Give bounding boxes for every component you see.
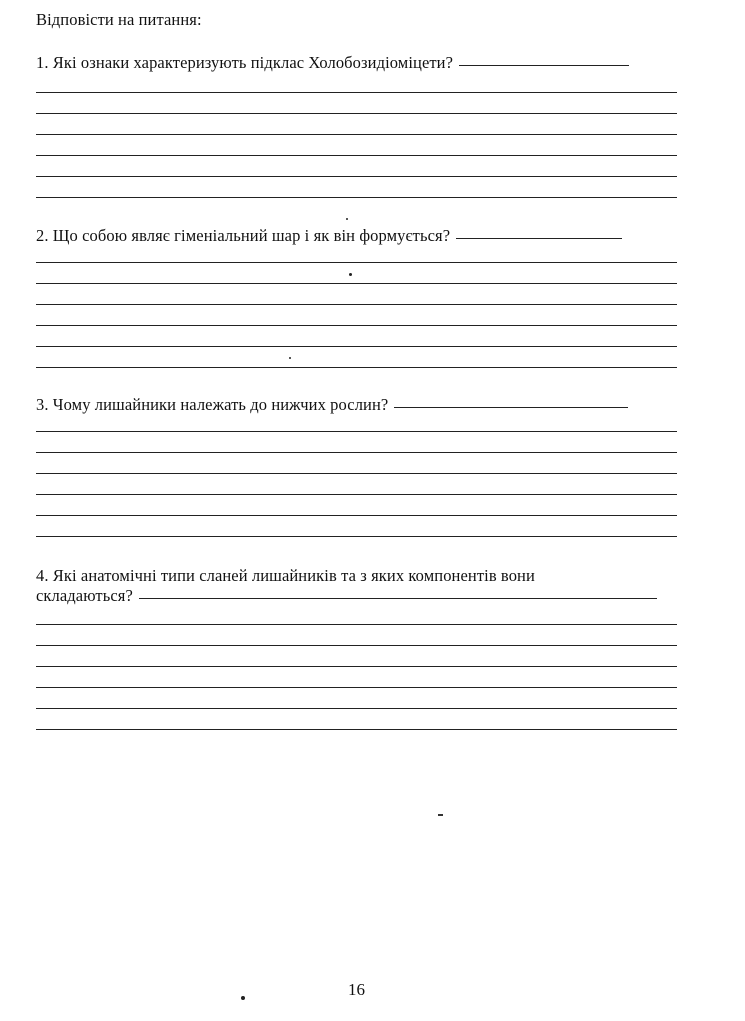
page-number: 16 [348,980,365,999]
scan-speck [289,357,291,359]
question-4-text-line-1: 4. Які анатомічні типи сланей лишайників та з яких компонентів вони [36,566,535,585]
question-4-inline-blank[interactable] [139,597,657,599]
question-3-answer-line[interactable] [36,473,677,474]
question-4-line-1 [36,566,535,586]
scan-speck [438,814,443,816]
question-2-inline-blank[interactable] [456,237,622,239]
question-1-answer-line[interactable] [36,197,677,198]
question-2-answer-line[interactable] [36,283,677,284]
question-3-answer-line[interactable] [36,536,677,537]
question-1-answer-line[interactable] [36,176,677,177]
question-2-text: 2. Що собою являє гіменіальний шар і як він формується? [36,226,451,245]
question-2-answer-line[interactable] [36,325,677,326]
question-1-text: 1. Які ознаки характеризують підклас Холобозидіоміцети? [36,53,454,72]
question-2-answer-line[interactable] [36,346,677,347]
question-3-text: 3. Чому лишайники належать до нижчих рослин? [36,395,389,414]
question-2-answer-line[interactable] [36,367,677,368]
scan-speck [349,273,352,276]
question-2 [36,226,622,246]
question-4-answer-line[interactable] [36,624,677,625]
question-1-inline-blank[interactable] [459,64,629,66]
question-3-answer-line[interactable] [36,452,677,453]
question-4-answer-line[interactable] [36,666,677,667]
question-3 [36,395,628,415]
question-3-inline-blank[interactable] [394,406,628,408]
scan-speck [241,996,245,1000]
question-4-answer-line[interactable] [36,729,677,730]
question-1-answer-line[interactable] [36,155,677,156]
question-1-answer-line[interactable] [36,113,677,114]
question-4-answer-line[interactable] [36,645,677,646]
question-4-answer-line[interactable] [36,687,677,688]
question-1-answer-line[interactable] [36,134,677,135]
question-4-text-line-2: складаються? [36,586,133,605]
question-3-answer-line[interactable] [36,515,677,516]
question-1 [36,53,629,73]
question-2-answer-line[interactable] [36,304,677,305]
instruction-heading: Відповісти на питання: [36,10,202,29]
scan-speck [346,218,348,220]
question-3-answer-line[interactable] [36,494,677,495]
question-4-answer-line[interactable] [36,708,677,709]
question-4-line-2 [36,586,657,606]
question-1-answer-line[interactable] [36,92,677,93]
question-2-answer-line[interactable] [36,262,677,263]
question-3-answer-line[interactable] [36,431,677,432]
